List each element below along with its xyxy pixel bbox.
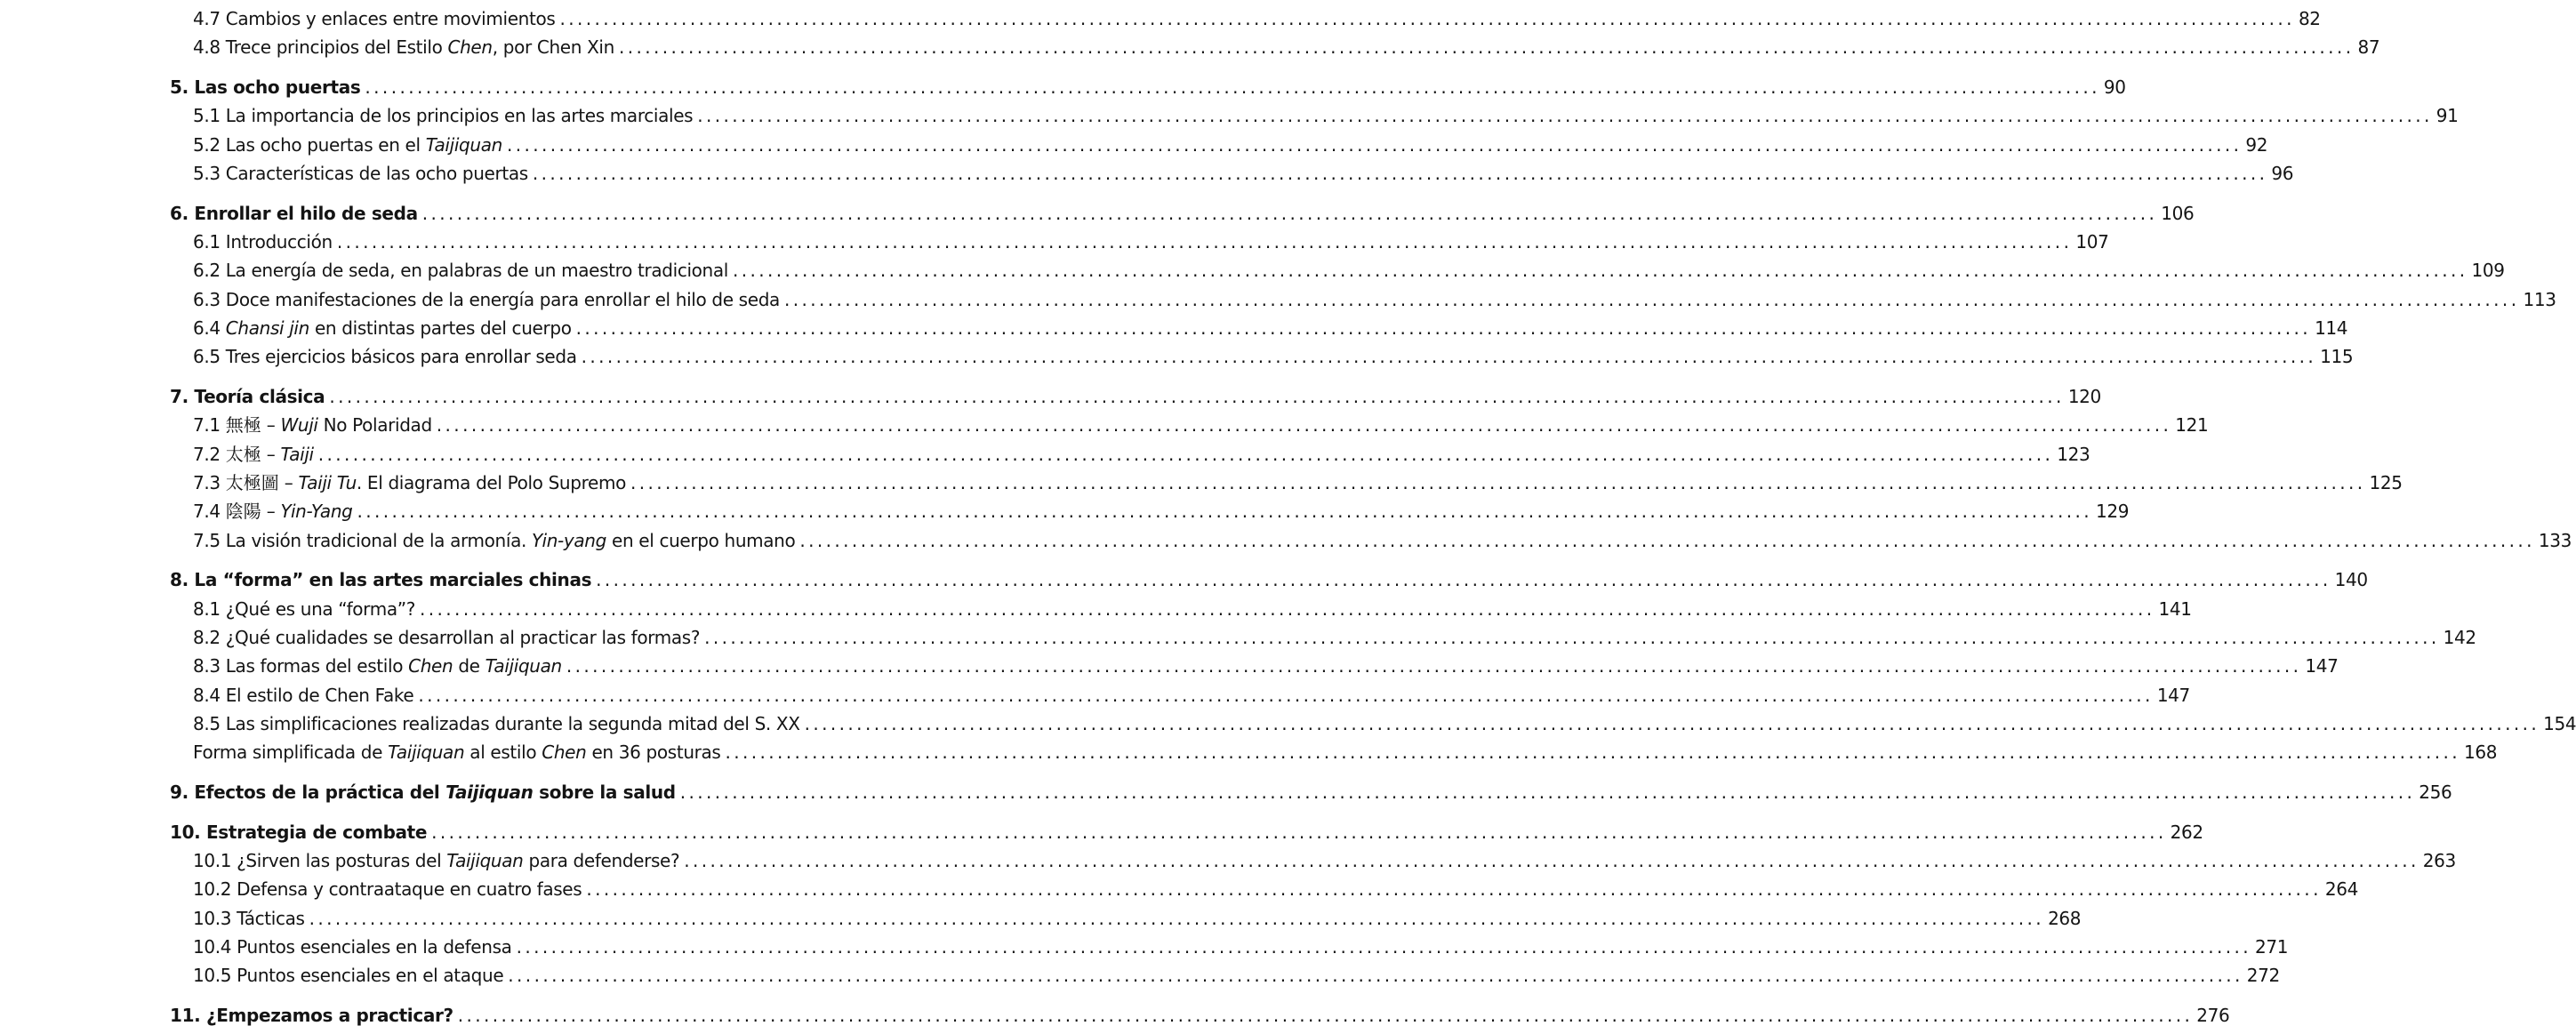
dot-leader: ........................................................................................................................................................................................................ bbox=[679, 782, 2416, 803]
toc-title-text: – bbox=[261, 501, 281, 522]
toc-section-entry[interactable] bbox=[0, 956, 2280, 986]
toc-title-text: 10.5 Puntos esenciales en el ataque bbox=[193, 965, 504, 986]
toc-title-text: 6.3 Doce manifestaciones de la energía para enrollar el hilo de seda bbox=[193, 289, 780, 310]
toc-section-entry[interactable] bbox=[0, 0, 2321, 29]
toc-title-text: 8.2 ¿Qué cualidades se desarrollan al practicar las formas? bbox=[193, 627, 701, 648]
toc-entry-title bbox=[170, 571, 591, 589]
toc-section-entry[interactable] bbox=[0, 280, 2556, 310]
toc-title-text: 7. Teoría clásica bbox=[170, 386, 325, 407]
dot-leader: ........................................................................................................................................................................................................ bbox=[783, 289, 2520, 310]
dot-leader: ........................................................................................................................................................................................................ bbox=[586, 878, 2322, 900]
toc-page-number: 87 bbox=[2357, 36, 2380, 58]
toc-chapter-entry[interactable] bbox=[0, 560, 2368, 590]
toc-entry-title bbox=[193, 233, 333, 251]
toc-title-text: 6.2 La energía de seda, en palabras de un maestro tradicional bbox=[193, 260, 728, 281]
dot-leader: ........................................................................................................................................................................................................ bbox=[684, 850, 2420, 871]
toc-title-text: 7.2 bbox=[193, 444, 226, 465]
toc-title-text: 5.1 La importancia de los principios en las artes marciales bbox=[193, 105, 694, 126]
toc-page-number: 123 bbox=[2057, 444, 2090, 465]
dot-leader: ........................................................................................................................................................................................................ bbox=[309, 908, 2045, 929]
dot-leader: ........................................................................................................................................................................................................ bbox=[336, 231, 2073, 252]
toc-page-number: 129 bbox=[2096, 501, 2130, 522]
toc-entry-title bbox=[193, 445, 314, 463]
toc-page-number: 115 bbox=[2320, 346, 2354, 367]
toc-entry-title bbox=[193, 657, 562, 675]
dot-leader: ........................................................................................................................................................................................................ bbox=[508, 965, 2243, 986]
toc-title-text: 7.3 bbox=[193, 472, 226, 493]
dot-leader: ........................................................................................................................................................................................................ bbox=[420, 598, 2155, 620]
toc-section-entry[interactable] bbox=[0, 435, 2090, 465]
toc-title-italic: Chansi jin bbox=[225, 317, 309, 339]
toc-title-text: Forma simplificada de bbox=[193, 741, 389, 763]
toc-title-text: sobre la salud bbox=[533, 782, 676, 803]
toc-title-text: de bbox=[453, 655, 486, 677]
toc-title-italic: Taijiquan bbox=[445, 782, 534, 803]
toc-title-italic: Taiji Tu bbox=[298, 472, 357, 493]
toc-title-text: No Polaridad bbox=[317, 414, 432, 436]
toc-title-text: 10. Estrategia de combate bbox=[170, 822, 428, 843]
toc-page-number: 121 bbox=[2175, 414, 2209, 436]
toc-title-italic: Taijiquan bbox=[485, 655, 562, 677]
toc-title-text: 5.3 Características de las ocho puertas bbox=[193, 163, 528, 184]
toc-page-number: 168 bbox=[2463, 741, 2498, 763]
toc-page-number: 141 bbox=[2158, 598, 2192, 620]
toc-entry-title bbox=[193, 348, 577, 365]
toc-entry-title bbox=[193, 629, 700, 646]
toc-page-number: 91 bbox=[2436, 105, 2459, 126]
dot-leader: ........................................................................................................................................................................................................ bbox=[457, 1005, 2194, 1026]
toc-entry-title bbox=[193, 10, 555, 28]
toc-title-text: 5.2 Las ocho puertas en el bbox=[193, 134, 426, 156]
toc-page-number: 125 bbox=[2369, 472, 2403, 493]
toc-page-number: 147 bbox=[2156, 685, 2190, 706]
dot-leader: ........................................................................................................................................................................................................ bbox=[804, 713, 2540, 734]
dot-leader: ........................................................................................................................................................................................................ bbox=[618, 36, 2355, 58]
toc-chapter-entry[interactable] bbox=[0, 68, 2126, 98]
toc-section-entry[interactable] bbox=[0, 492, 2130, 522]
toc-entry-title bbox=[170, 783, 676, 801]
toc-page-number: 142 bbox=[2443, 627, 2476, 648]
toc-entry-title bbox=[193, 319, 572, 337]
toc-entry-title bbox=[193, 261, 728, 279]
toc-section-entry[interactable] bbox=[0, 870, 2358, 900]
toc-section-entry[interactable] bbox=[0, 589, 2192, 620]
toc-title-text: 10.3 Tácticas bbox=[193, 908, 305, 929]
toc-title-italic: Yin-yang bbox=[532, 530, 606, 551]
dot-leader: ........................................................................................................................................................................................................ bbox=[596, 569, 2331, 590]
toc-section-entry[interactable] bbox=[0, 521, 2572, 551]
toc-title-italic: Chen bbox=[447, 36, 493, 58]
toc-title-text: 7.5 La visión tradicional de la armonía. bbox=[193, 530, 532, 551]
toc-section-entry[interactable] bbox=[0, 125, 2268, 156]
toc-page-number: 114 bbox=[2315, 317, 2348, 339]
toc-title-text: 4.8 Trece principios del Estilo bbox=[193, 36, 448, 58]
toc-page-number: 147 bbox=[2305, 655, 2339, 677]
toc-title-text: , por Chen Xin bbox=[492, 36, 614, 58]
toc-chapter-entry[interactable] bbox=[0, 813, 2203, 843]
toc-page-number: 262 bbox=[2170, 822, 2203, 843]
toc-title-text: 7.1 bbox=[193, 414, 226, 436]
toc-page-number: 107 bbox=[2075, 231, 2109, 252]
toc-title-text: 6.5 Tres ejercicios básicos para enrollar seda bbox=[193, 346, 577, 367]
toc-page-number: 92 bbox=[2245, 134, 2268, 156]
toc-title-italic: Taijiquan bbox=[446, 850, 524, 871]
toc-page-number: 120 bbox=[2067, 386, 2101, 407]
toc-entry-title bbox=[193, 686, 413, 704]
toc-title-italic: Chen bbox=[408, 655, 453, 677]
toc-title-text: 太極圖 bbox=[225, 472, 279, 493]
dot-leader: ........................................................................................................................................................................................................ bbox=[329, 386, 2065, 407]
toc-title-text: en distintas partes del cuerpo bbox=[309, 317, 572, 339]
toc-chapter-entry[interactable] bbox=[0, 773, 2452, 803]
toc-section-entry[interactable] bbox=[0, 154, 2294, 184]
toc-section-entry[interactable] bbox=[0, 463, 2403, 493]
dot-leader: ........................................................................................................................................................................................................ bbox=[317, 444, 2054, 465]
toc-section-entry[interactable] bbox=[0, 676, 2190, 706]
toc-title-italic: Yin-Yang bbox=[280, 501, 353, 522]
toc-chapter-entry[interactable] bbox=[0, 377, 2101, 407]
toc-title-text: al estilo bbox=[464, 741, 542, 763]
toc-page-number: 109 bbox=[2471, 260, 2505, 281]
toc-page-number: 133 bbox=[2538, 530, 2572, 551]
dot-leader: ........................................................................................................................................................................................................ bbox=[733, 260, 2468, 281]
toc-title-text: 5. Las ocho puertas bbox=[170, 76, 361, 98]
toc-entry-title bbox=[170, 204, 418, 222]
toc-title-text: 4.7 Cambios y enlaces entre movimientos bbox=[193, 8, 556, 29]
dot-leader: ........................................................................................................................................................................................................ bbox=[799, 530, 2535, 551]
toc-section-entry[interactable] bbox=[0, 96, 2459, 126]
toc-chapter-entry[interactable] bbox=[0, 194, 2195, 224]
dot-leader: ........................................................................................................................................................................................................ bbox=[418, 685, 2154, 706]
toc-title-text: 11. ¿Empezamos a practicar? bbox=[170, 1005, 453, 1026]
toc-section-entry[interactable] bbox=[0, 899, 2082, 929]
toc-title-text: . El diagrama del Polo Supremo bbox=[356, 472, 626, 493]
dot-leader: ........................................................................................................................................................................................................ bbox=[581, 346, 2317, 367]
toc-title-text: 9. Efectos de la práctica del bbox=[170, 782, 446, 803]
toc-page-number: 140 bbox=[2334, 569, 2368, 590]
toc-entry-title bbox=[193, 164, 528, 182]
toc-title-italic: Taijiquan bbox=[388, 741, 465, 763]
toc-page-number: 256 bbox=[2419, 782, 2452, 803]
toc-title-text: 無極 bbox=[225, 414, 261, 436]
dot-leader: ........................................................................................................................................................................................................ bbox=[559, 8, 2295, 29]
toc-page-number: 272 bbox=[2246, 965, 2280, 986]
toc-title-italic: Taiji bbox=[280, 444, 314, 465]
toc-entry-title bbox=[193, 880, 582, 898]
toc-entry-title bbox=[193, 416, 432, 434]
toc-entry-title bbox=[193, 38, 614, 56]
toc-section-entry[interactable] bbox=[0, 704, 2576, 734]
toc-title-text: 陰陽 bbox=[225, 501, 261, 522]
toc-section-entry[interactable] bbox=[0, 733, 2498, 763]
toc-entry-title bbox=[193, 743, 721, 761]
toc-page-number: 264 bbox=[2324, 878, 2358, 900]
dot-leader: ........................................................................................................................................................................................................ bbox=[532, 163, 2268, 184]
dot-leader: ........................................................................................................................................................................................................ bbox=[566, 655, 2302, 677]
toc-title-text: 6.4 bbox=[193, 317, 226, 339]
toc-title-text: 10.2 Defensa y contraataque en cuatro fases bbox=[193, 878, 582, 900]
toc-title-text: 8.4 El estilo de Chen Fake bbox=[193, 685, 414, 706]
toc-title-italic: Chen bbox=[542, 741, 587, 763]
toc-section-entry[interactable] bbox=[0, 618, 2476, 648]
dot-leader: ........................................................................................................................................................................................................ bbox=[365, 76, 2100, 98]
dot-leader: ........................................................................................................................................................................................................ bbox=[630, 472, 2366, 493]
toc-title-text: 7.4 bbox=[193, 501, 226, 522]
toc-entry-title bbox=[193, 291, 780, 309]
toc-entry-title bbox=[193, 600, 415, 618]
dot-leader: ........................................................................................................................................................................................................ bbox=[431, 822, 2167, 843]
toc-title-text: – bbox=[278, 472, 299, 493]
dot-leader: ........................................................................................................................................................................................................ bbox=[357, 501, 2092, 522]
dot-leader: ........................................................................................................................................................................................................ bbox=[575, 317, 2312, 339]
dot-leader: ........................................................................................................................................................................................................ bbox=[697, 105, 2433, 126]
toc-entry-title bbox=[193, 107, 693, 124]
toc-page-number: 276 bbox=[2196, 1005, 2230, 1026]
toc-title-text: 8.5 Las simplificaciones realizadas durante la segunda mitad del S. XX bbox=[193, 713, 800, 734]
toc-section-entry[interactable] bbox=[0, 646, 2339, 677]
toc-title-text: en 36 posturas bbox=[586, 741, 721, 763]
toc-page-number: 106 bbox=[2161, 203, 2195, 224]
toc-entry-title bbox=[193, 502, 353, 520]
toc-section-entry[interactable] bbox=[0, 841, 2456, 871]
dot-leader: ........................................................................................................................................................................................................ bbox=[436, 414, 2172, 436]
toc-section-entry[interactable] bbox=[0, 251, 2505, 281]
toc-page-number: 113 bbox=[2523, 289, 2556, 310]
toc-page-number: 154 bbox=[2543, 713, 2576, 734]
toc-entry-title bbox=[170, 823, 427, 841]
toc-title-text: para defenderse? bbox=[523, 850, 680, 871]
toc-title-text: en el cuerpo humano bbox=[606, 530, 796, 551]
toc-title-text: 6. Enrollar el hilo de seda bbox=[170, 203, 418, 224]
toc-entry-title bbox=[170, 1006, 453, 1024]
toc-entry-title bbox=[193, 966, 503, 984]
toc-entry-title bbox=[170, 388, 325, 405]
toc-title-text: 太極 bbox=[225, 444, 261, 465]
dot-leader: ........................................................................................................................................................................................................ bbox=[704, 627, 2440, 648]
toc-page-number: 90 bbox=[2103, 76, 2126, 98]
toc-entry-title bbox=[193, 910, 305, 927]
toc-entry-title bbox=[193, 136, 502, 154]
toc-title-italic: Taijiquan bbox=[425, 134, 502, 156]
dot-leader: ........................................................................................................................................................................................................ bbox=[506, 134, 2243, 156]
toc-chapter-entry[interactable] bbox=[0, 996, 2230, 1026]
toc-page-number: 268 bbox=[2048, 908, 2082, 929]
toc-section-entry[interactable] bbox=[0, 927, 2289, 958]
dot-leader: ........................................................................................................................................................................................................ bbox=[516, 936, 2252, 958]
toc-page-number: 82 bbox=[2298, 8, 2321, 29]
toc-title-text: 10.4 Puntos esenciales en la defensa bbox=[193, 936, 512, 958]
toc-page-number: 271 bbox=[2255, 936, 2289, 958]
toc-entry-title bbox=[193, 938, 512, 956]
toc-title-text: 10.1 ¿Sirven las posturas del bbox=[193, 850, 447, 871]
toc-page-number: 96 bbox=[2271, 163, 2294, 184]
toc-title-text: 8.1 ¿Qué es una “forma”? bbox=[193, 598, 416, 620]
toc-page-number: 263 bbox=[2422, 850, 2456, 871]
toc-title-text: 8.3 Las formas del estilo bbox=[193, 655, 409, 677]
toc-entry-title bbox=[193, 852, 679, 870]
toc-section-entry[interactable] bbox=[0, 309, 2348, 339]
toc-section-entry[interactable] bbox=[0, 28, 2380, 58]
toc-entry-title bbox=[193, 532, 795, 549]
toc-title-text: – bbox=[261, 444, 281, 465]
toc-entry-title bbox=[193, 474, 626, 492]
dot-leader: ........................................................................................................................................................................................................ bbox=[421, 203, 2158, 224]
toc-title-text: – bbox=[261, 414, 281, 436]
toc-entry-title bbox=[170, 78, 360, 96]
toc-title-text: 6.1 Introducción bbox=[193, 231, 333, 252]
dot-leader: ........................................................................................................................................................................................................ bbox=[725, 741, 2460, 763]
toc-title-text: 8. La “forma” en las artes marciales chinas bbox=[170, 569, 592, 590]
toc-section-entry[interactable] bbox=[0, 337, 2354, 367]
toc-section-entry[interactable] bbox=[0, 222, 2109, 252]
toc-entry-title bbox=[193, 715, 800, 733]
toc-section-entry[interactable] bbox=[0, 405, 2209, 436]
toc-title-italic: Wuji bbox=[280, 414, 318, 436]
